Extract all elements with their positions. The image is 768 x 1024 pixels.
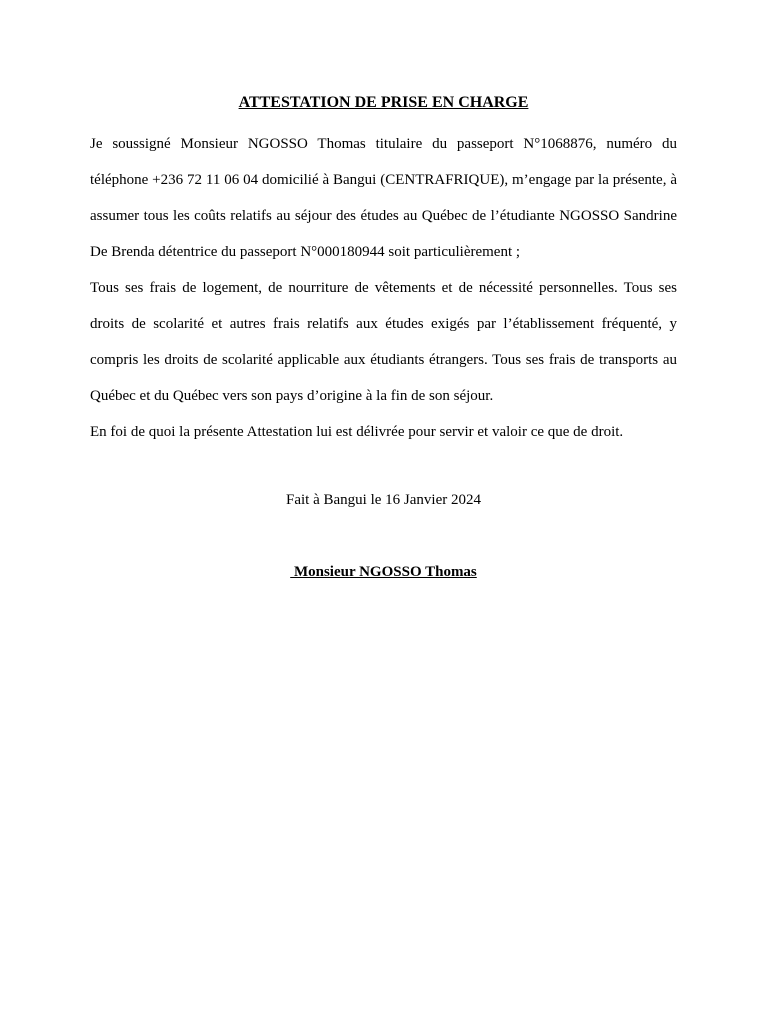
paragraph-engagement: Je soussigné Monsieur NGOSSO Thomas titulaire du passeport N°1068876, numéro du téléphone +236 72 11 06 04 domicilié à Bangui (CENTRAFRIQUE), m’engage par la présente, à assumer tous les coûts relatifs au séjour des études au Québec de l’étudiante NGOSSO Sandrine De Brenda détentrice du passeport N°000180944 soit particulièrement ; <box>90 136 677 260</box>
document-title: ATTESTATION DE PRISE EN CHARGE <box>238 94 529 111</box>
paragraph-closing: En foi de quoi la présente Attestation lui est délivrée pour servir et valoir ce que de droit. <box>90 424 624 440</box>
paragraph-fees: Tous ses frais de logement, de nourriture de vêtements et de nécessité personnelles. Tous ses droits de scolarité et autres frais relatifs aux études exigés par l’établissement fréquenté, y compris les droits de scolarité applicable aux étudiants étrangers. Tous ses frais de transports au Québec et du Québec vers son pays d’origine à la fin de son séjour. <box>90 280 677 404</box>
signature-block <box>90 562 677 582</box>
document-body <box>90 126 677 450</box>
signatory-name: Monsieur NGOSSO Thomas <box>290 564 477 580</box>
date-place-line: Fait à Bangui le 16 Janvier 2024 <box>286 492 481 508</box>
